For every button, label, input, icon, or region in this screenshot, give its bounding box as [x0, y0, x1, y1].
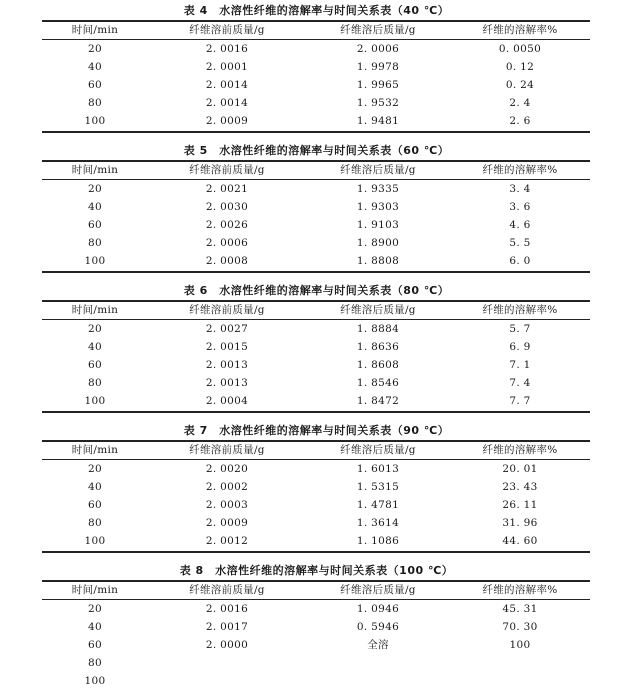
table-row [42, 618, 590, 636]
table-row [42, 460, 590, 478]
table-header-row [42, 441, 590, 459]
mass-after-cell: 1. 8900 [356, 237, 400, 249]
data-table [0, 142, 633, 275]
time-cell: 40 [88, 621, 102, 633]
table-row [42, 392, 590, 410]
table-header-row [42, 581, 590, 599]
mass-before-cell: 2. 0002 [205, 481, 249, 493]
time-cell: 100 [84, 675, 106, 687]
table-row [42, 338, 590, 356]
mass-before-cell: 2. 0014 [205, 79, 249, 91]
table-header-row [42, 301, 590, 319]
dissolution-rate-cell: 2. 6 [509, 115, 531, 127]
time-cell: 100 [84, 535, 106, 547]
header-mass-after: 纤维溶后质量/g [340, 304, 416, 316]
time-cell: 40 [88, 341, 102, 353]
dissolution-rate-cell: 4. 6 [509, 219, 531, 231]
table-caption: 表 4 水溶性纤维的溶解率与时间关系表（40 ℃） [183, 4, 450, 17]
mass-after-cell: 1. 9103 [356, 219, 400, 231]
mass-after-cell: 1. 8472 [356, 395, 400, 407]
table-row [42, 252, 590, 270]
header-dissolution-rate: 纤维的溶解率% [482, 24, 558, 36]
mass-after-cell: 1. 0946 [356, 603, 400, 615]
mass-after-cell: 1. 9532 [356, 97, 400, 109]
time-cell: 100 [84, 395, 106, 407]
table-row [42, 356, 590, 374]
time-cell: 60 [88, 639, 102, 651]
table-row [42, 636, 590, 654]
mass-after-cell: 2. 0006 [356, 43, 400, 55]
table-bottom-rule [42, 271, 590, 273]
table-row [42, 94, 590, 112]
mass-after-cell: 1. 9978 [356, 61, 400, 73]
dissolution-rate-cell [450, 654, 590, 672]
mass-before-cell [148, 672, 306, 690]
mass-after-cell: 1. 3614 [356, 517, 400, 529]
dissolution-rate-cell [450, 672, 590, 690]
mass-before-cell: 2. 0015 [205, 341, 249, 353]
dissolution-rate-cell: 7. 4 [509, 377, 531, 389]
header-dissolution-rate: 纤维的溶解率% [482, 444, 558, 456]
data-table [0, 562, 633, 695]
dissolution-rate-cell: 2. 4 [509, 97, 531, 109]
table-row [42, 58, 590, 76]
header-dissolution-rate: 纤维的溶解率% [482, 584, 558, 596]
mass-before-cell: 2. 0000 [205, 639, 249, 651]
header-mass-before: 纤维溶前质量/g [189, 24, 265, 36]
mass-before-cell: 2. 0008 [205, 255, 249, 267]
mass-after-cell: 1. 4781 [356, 499, 400, 511]
header-mass-before: 纤维溶前质量/g [189, 304, 265, 316]
dissolution-rate-cell: 7. 7 [509, 395, 531, 407]
mass-before-cell: 2. 0017 [205, 621, 249, 633]
table-row [42, 672, 590, 690]
time-cell: 40 [88, 481, 102, 493]
dissolution-rate-cell: 20. 01 [502, 463, 538, 475]
time-cell: 60 [88, 79, 102, 91]
mass-after-cell: 1. 9335 [356, 183, 400, 195]
dissolution-rate-cell: 3. 4 [509, 183, 531, 195]
time-cell: 60 [88, 499, 102, 511]
header-mass-before: 纤维溶前质量/g [189, 444, 265, 456]
table-caption: 表 7 水溶性纤维的溶解率与时间关系表（90 ℃） [183, 424, 450, 437]
mass-after-cell: 1. 8808 [356, 255, 400, 267]
table-row [42, 198, 590, 216]
mass-before-cell: 2. 0030 [205, 201, 249, 213]
time-cell: 80 [88, 517, 102, 529]
table-row [42, 374, 590, 392]
time-cell: 60 [88, 219, 102, 231]
dissolution-rate-cell: 6. 0 [509, 255, 531, 267]
data-table [0, 422, 633, 555]
mass-before-cell: 2. 0016 [205, 603, 249, 615]
mass-after-cell: 1. 1086 [356, 535, 400, 547]
header-mass-after: 纤维溶后质量/g [340, 584, 416, 596]
table-row [42, 654, 590, 672]
mass-before-cell: 2. 0009 [205, 115, 249, 127]
dissolution-rate-cell: 7. 1 [509, 359, 531, 371]
mass-before-cell: 2. 0013 [205, 359, 249, 371]
table-header-row [42, 21, 590, 39]
header-mass-after: 纤维溶后质量/g [340, 444, 416, 456]
mass-before-cell: 2. 0003 [205, 499, 249, 511]
mass-after-cell: 1. 8608 [356, 359, 400, 371]
dissolution-rate-cell: 26. 11 [502, 499, 538, 511]
mass-before-cell: 2. 0004 [205, 395, 249, 407]
mass-after-cell: 全溶 [367, 639, 389, 651]
dissolution-rate-cell: 3. 6 [509, 201, 531, 213]
mass-after-cell: 1. 9303 [356, 201, 400, 213]
table-row [42, 600, 590, 618]
mass-before-cell [148, 654, 306, 672]
time-cell: 40 [88, 201, 102, 213]
mass-before-cell: 2. 0013 [205, 377, 249, 389]
time-cell: 20 [88, 463, 102, 475]
table-row [42, 40, 590, 58]
time-cell: 80 [88, 657, 102, 669]
time-cell: 20 [88, 43, 102, 55]
time-cell: 40 [88, 61, 102, 73]
header-time: 时间/min [71, 584, 119, 596]
header-time: 时间/min [71, 444, 119, 456]
dissolution-rate-cell: 6. 9 [509, 341, 531, 353]
time-cell: 100 [84, 115, 106, 127]
mass-before-cell: 2. 0001 [205, 61, 249, 73]
time-cell: 20 [88, 603, 102, 615]
mass-after-cell: 1. 8546 [356, 377, 400, 389]
table-caption: 表 6 水溶性纤维的溶解率与时间关系表（80 ℃） [183, 284, 450, 297]
table-caption: 表 5 水溶性纤维的溶解率与时间关系表（60 ℃） [183, 144, 450, 157]
table-row [42, 234, 590, 252]
time-cell: 100 [84, 255, 106, 267]
dissolution-rate-cell: 0. 24 [505, 79, 535, 91]
mass-before-cell: 2. 0012 [205, 535, 249, 547]
dissolution-rate-cell: 44. 60 [502, 535, 538, 547]
mass-after-cell: 1. 8884 [356, 323, 400, 335]
mass-after-cell: 1. 6013 [356, 463, 400, 475]
data-table [0, 2, 633, 135]
mass-after-cell [306, 654, 450, 672]
header-time: 时间/min [71, 164, 119, 176]
mass-after-cell: 1. 8636 [356, 341, 400, 353]
mass-after-cell: 1. 5315 [356, 481, 400, 493]
time-cell: 20 [88, 183, 102, 195]
mass-after-cell [306, 672, 450, 690]
dissolution-rate-cell: 31. 96 [502, 517, 538, 529]
header-dissolution-rate: 纤维的溶解率% [482, 164, 558, 176]
table-row [42, 180, 590, 198]
dissolution-rate-cell: 23. 43 [502, 481, 538, 493]
dissolution-rate-cell: 5. 5 [509, 237, 531, 249]
time-cell: 80 [88, 97, 102, 109]
table-bottom-rule [42, 411, 590, 413]
table-header-row [42, 161, 590, 179]
mass-before-cell: 2. 0016 [205, 43, 249, 55]
table-bottom-rule [42, 131, 590, 133]
table-caption: 表 8 水溶性纤维的溶解率与时间关系表（100 ℃） [179, 564, 454, 577]
mass-before-cell: 2. 0020 [205, 463, 249, 475]
header-dissolution-rate: 纤维的溶解率% [482, 304, 558, 316]
table-row [42, 320, 590, 338]
mass-after-cell: 1. 9481 [356, 115, 400, 127]
mass-before-cell: 2. 0021 [205, 183, 249, 195]
mass-before-cell: 2. 0026 [205, 219, 249, 231]
time-cell: 20 [88, 323, 102, 335]
mass-before-cell: 2. 0006 [205, 237, 249, 249]
time-cell: 60 [88, 359, 102, 371]
header-mass-before: 纤维溶前质量/g [189, 584, 265, 596]
table-row [42, 478, 590, 496]
header-time: 时间/min [71, 24, 119, 36]
header-time: 时间/min [71, 304, 119, 316]
table-row [42, 532, 590, 550]
mass-before-cell: 2. 0014 [205, 97, 249, 109]
table-row [42, 216, 590, 234]
mass-after-cell: 1. 9965 [356, 79, 400, 91]
data-table [0, 282, 633, 415]
table-row [42, 496, 590, 514]
mass-before-cell: 2. 0009 [205, 517, 249, 529]
table-bottom-rule [42, 551, 590, 553]
time-cell: 80 [88, 377, 102, 389]
header-mass-after: 纤维溶后质量/g [340, 164, 416, 176]
dissolution-rate-cell: 70. 30 [502, 621, 538, 633]
dissolution-rate-cell: 45. 31 [502, 603, 538, 615]
mass-before-cell: 2. 0027 [205, 323, 249, 335]
header-mass-after: 纤维溶后质量/g [340, 24, 416, 36]
table-row [42, 76, 590, 94]
dissolution-rate-cell: 0. 0050 [498, 43, 542, 55]
header-mass-before: 纤维溶前质量/g [189, 164, 265, 176]
mass-after-cell: 0. 5946 [356, 621, 400, 633]
dissolution-rate-cell: 100 [509, 639, 531, 651]
dissolution-rate-cell: 0. 12 [505, 61, 535, 73]
table-row [42, 514, 590, 532]
table-row [42, 112, 590, 130]
dissolution-rate-cell: 5. 7 [509, 323, 531, 335]
time-cell: 80 [88, 237, 102, 249]
